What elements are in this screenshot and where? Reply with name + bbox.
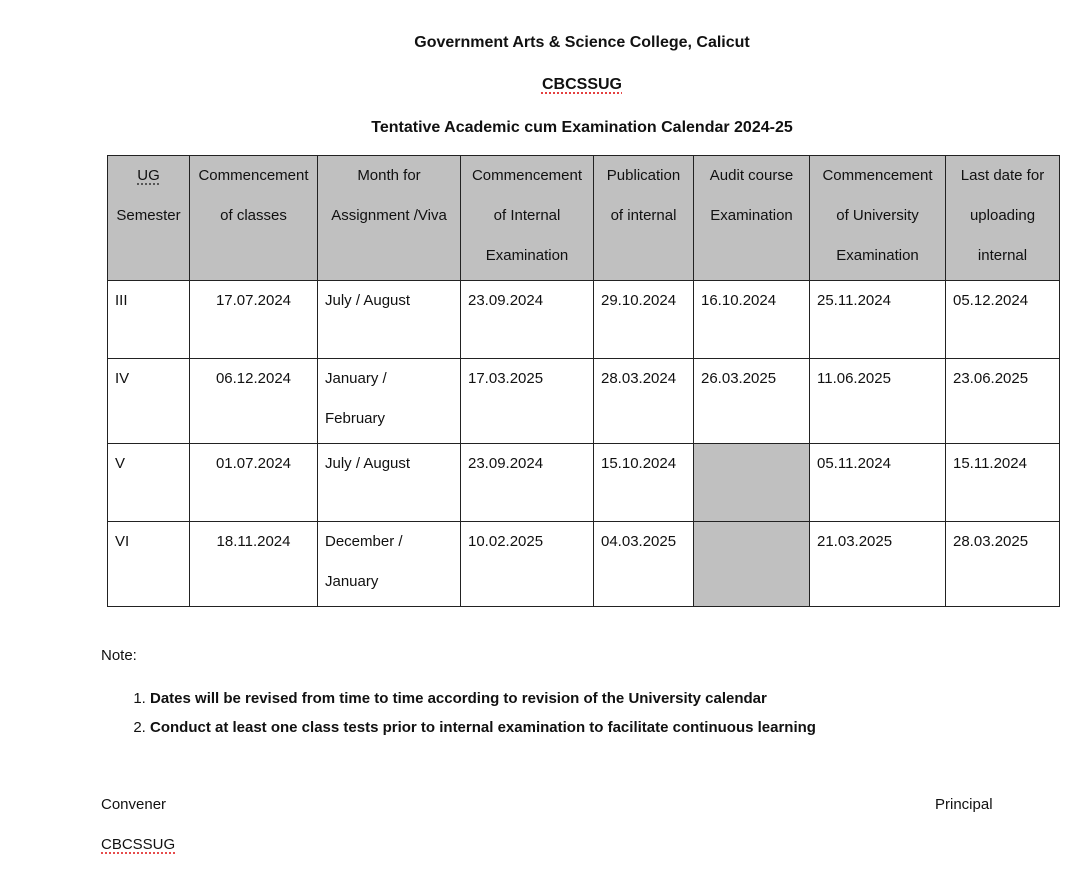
cell-semester: IV bbox=[108, 359, 190, 444]
column-header-line: of internal bbox=[610, 207, 677, 224]
cell-internal: 23.09.2024 bbox=[461, 444, 594, 522]
cell-month-line: January bbox=[325, 573, 379, 590]
column-header-line: UG bbox=[137, 167, 160, 184]
column-header-line: of Internal bbox=[493, 207, 561, 224]
convener-signature: Convener bbox=[101, 796, 167, 813]
column-header-line: Assignment /Viva bbox=[331, 207, 447, 224]
column-header bbox=[318, 156, 461, 281]
cell-month-line: December / bbox=[325, 533, 403, 550]
column-header-line: Commencement bbox=[198, 167, 309, 184]
column-header bbox=[108, 156, 190, 281]
column-header-line: of classes bbox=[220, 207, 287, 224]
cell-university: 21.03.2025 bbox=[810, 522, 946, 607]
column-header bbox=[594, 156, 694, 281]
calendar-title-text: Tentative Academic cum Examination Calendar 2024-25 bbox=[371, 119, 793, 136]
column-header-line: Commencement bbox=[471, 167, 583, 184]
cell-month bbox=[318, 522, 461, 607]
cell-month bbox=[318, 444, 461, 522]
cell-internal: 10.02.2025 bbox=[461, 522, 594, 607]
unit-title-text: CBCSSUG bbox=[541, 76, 622, 93]
column-header bbox=[810, 156, 946, 281]
cell-month bbox=[318, 281, 461, 359]
cell-month-line: January / bbox=[325, 370, 387, 387]
column-header-line: uploading bbox=[969, 207, 1036, 224]
principal-signature: Principal bbox=[935, 796, 993, 813]
cell-publication: 28.03.2024 bbox=[594, 359, 694, 444]
cell-internal: 17.03.2025 bbox=[461, 359, 594, 444]
cell-publication: 04.03.2025 bbox=[594, 522, 694, 607]
table-header-row bbox=[108, 156, 1060, 281]
column-header-line: Commencement bbox=[822, 167, 933, 184]
note-item: 2. Conduct at least one class tests prior to internal examination to facilitate continuous learning bbox=[150, 713, 816, 742]
college-name-text: Government Arts & Science College, Calicut bbox=[414, 34, 750, 51]
column-header-line: internal bbox=[977, 247, 1028, 264]
column-header-line: Examination bbox=[836, 247, 919, 264]
cell-publication: 29.10.2024 bbox=[594, 281, 694, 359]
column-header-line: Examination bbox=[710, 207, 793, 224]
column-header-line: Examination bbox=[485, 247, 569, 264]
cell-classes: 01.07.2024 bbox=[190, 444, 318, 522]
column-header bbox=[694, 156, 810, 281]
table-row bbox=[108, 359, 1060, 444]
cell-month-line: July / August bbox=[325, 455, 411, 472]
column-header-line: Audit course bbox=[709, 167, 794, 184]
cell-month-line: July / August bbox=[325, 292, 411, 309]
unit-title bbox=[0, 76, 1080, 94]
column-header-line: Semester bbox=[116, 207, 181, 224]
cell-audit bbox=[694, 444, 810, 522]
dept-signature bbox=[101, 836, 175, 853]
cell-upload: 28.03.2025 bbox=[946, 522, 1060, 607]
column-header-line: Publication bbox=[606, 167, 681, 184]
cell-upload: 05.12.2024 bbox=[946, 281, 1060, 359]
cell-semester: VI bbox=[108, 522, 190, 607]
table-body bbox=[108, 281, 1060, 607]
column-header-line: of University bbox=[836, 207, 919, 224]
cell-internal: 23.09.2024 bbox=[461, 281, 594, 359]
calendar-title bbox=[0, 119, 1080, 137]
cell-university: 05.11.2024 bbox=[810, 444, 946, 522]
table-row bbox=[108, 522, 1060, 607]
column-header-line: Last date for bbox=[960, 167, 1045, 184]
cell-month-line: February bbox=[325, 410, 386, 427]
cell-classes: 06.12.2024 bbox=[190, 359, 318, 444]
cell-month bbox=[318, 359, 461, 444]
dept-signature-text: CBCSSUG bbox=[101, 836, 176, 853]
cell-semester: V bbox=[108, 444, 190, 522]
column-header bbox=[461, 156, 594, 281]
cell-semester: III bbox=[108, 281, 190, 359]
cell-upload: 23.06.2025 bbox=[946, 359, 1060, 444]
cell-classes: 17.07.2024 bbox=[190, 281, 318, 359]
table-row bbox=[108, 281, 1060, 359]
table-row bbox=[108, 444, 1060, 522]
column-header-line: Month for bbox=[357, 167, 421, 184]
note-label: Note: bbox=[101, 647, 137, 664]
cell-audit: 26.03.2025 bbox=[694, 359, 810, 444]
note-item: 1. Dates will be revised from time to time according to revision of the University calendar bbox=[150, 684, 816, 713]
cell-audit bbox=[694, 522, 810, 607]
cell-audit: 16.10.2024 bbox=[694, 281, 810, 359]
notes-list bbox=[101, 684, 816, 742]
column-header bbox=[946, 156, 1060, 281]
cell-publication: 15.10.2024 bbox=[594, 444, 694, 522]
cell-university: 25.11.2024 bbox=[810, 281, 946, 359]
column-header bbox=[190, 156, 318, 281]
calendar-table bbox=[107, 155, 1060, 607]
cell-university: 11.06.2025 bbox=[810, 359, 946, 444]
cell-classes: 18.11.2024 bbox=[190, 522, 318, 607]
cell-upload: 15.11.2024 bbox=[946, 444, 1060, 522]
college-name bbox=[0, 34, 1080, 52]
